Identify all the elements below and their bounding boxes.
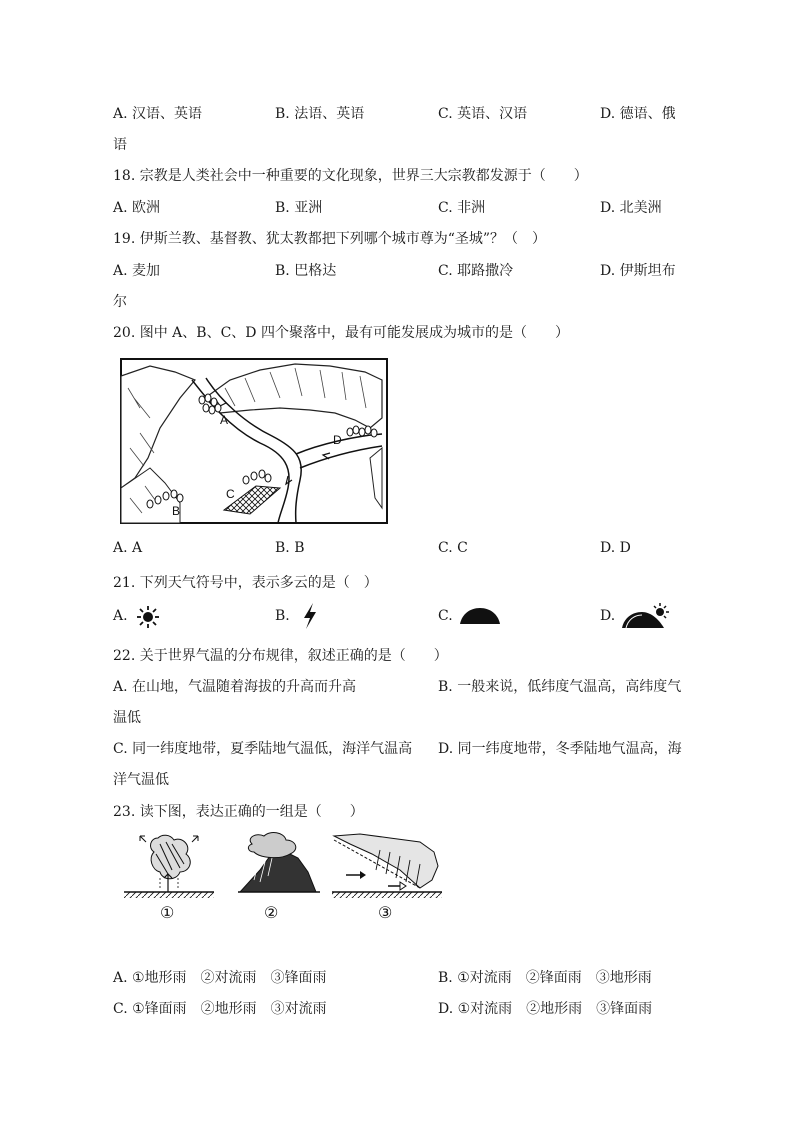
q19-option-a: A. 麦加 <box>113 263 161 279</box>
q20-option-b: B. B <box>275 540 305 556</box>
q17-option-a: A. 汉语、英语 <box>113 106 203 122</box>
settlement-map <box>120 358 388 524</box>
q22-stem: 22. 关于世界气温的分布规律，叙述正确的是（ ） <box>113 648 448 664</box>
figure-label-1: ① <box>160 903 175 922</box>
cloud-icon <box>458 604 502 626</box>
q19-option-d: D. 伊斯坦布 <box>600 263 676 279</box>
q20-option-a: A. A <box>113 540 143 556</box>
rain-type-figure <box>120 830 450 925</box>
figure-label-2: ② <box>264 903 279 922</box>
q23-stem: 23. 读下图，表达正确的一组是（ ） <box>113 804 364 820</box>
cloud-sun-icon <box>620 602 672 630</box>
q23-option-c: C. ①锋面雨 ②地形雨 ③对流雨 <box>113 1001 327 1017</box>
map-label-c: C <box>226 487 235 501</box>
figure-label-3: ③ <box>378 903 393 922</box>
q19-stem: 19. 伊斯兰教、基督教、犹太教都把下列哪个城市尊为“圣城”？（ ） <box>113 231 547 247</box>
q21-option-a: A. <box>113 608 128 624</box>
q18-option-b: B. 亚洲 <box>275 200 323 216</box>
q19-option-c: C. 耶路撒冷 <box>438 263 514 279</box>
q22-option-a: A. 在山地，气温随着海拔的升高而升高 <box>113 679 357 695</box>
q18-option-a: A. 欧洲 <box>113 200 161 216</box>
q17-option-b: B. 法语、英语 <box>275 106 365 122</box>
q21-stem: 21. 下列天气符号中，表示多云的是（ ） <box>113 575 378 591</box>
q21-option-c: C. <box>438 608 453 624</box>
q18-stem: 18. 宗教是人类社会中一种重要的文化现象，世界三大宗教都发源于（ ） <box>113 168 588 184</box>
q22-option-b-wrap: 温低 <box>113 710 141 726</box>
map-label-d: D <box>333 433 342 447</box>
q18-option-d: D. 北美洲 <box>600 200 662 216</box>
q23-option-d: D. ①对流雨 ②地形雨 ③锋面雨 <box>438 1001 653 1017</box>
q22-option-b: B. 一般来说，低纬度气温高，高纬度气 <box>438 679 682 695</box>
q19-option-b: B. 巴格达 <box>275 263 337 279</box>
q22-option-d-wrap: 洋气温低 <box>113 772 169 788</box>
q21-option-d: D. <box>600 608 616 624</box>
q23-option-a: A. ①地形雨 ②对流雨 ③锋面雨 <box>113 970 327 986</box>
q19-option-d-wrap: 尔 <box>113 294 127 310</box>
q21-option-b: B. <box>275 608 290 624</box>
sun-icon <box>136 605 160 629</box>
q22-option-d: D. 同一纬度地带，冬季陆地气温高，海 <box>438 741 682 757</box>
q18-option-c: C. 非洲 <box>438 200 486 216</box>
map-label-a: A <box>220 413 229 427</box>
lightning-icon <box>300 602 320 630</box>
q20-option-c: C. C <box>438 540 468 556</box>
q23-option-b: B. ①对流雨 ②锋面雨 ③地形雨 <box>438 970 652 986</box>
q22-option-c: C. 同一纬度地带，夏季陆地气温低，海洋气温高 <box>113 741 413 757</box>
q17-option-d: D. 德语、俄 <box>600 106 676 122</box>
q20-option-d: D. D <box>600 540 631 556</box>
map-label-b: B <box>172 504 181 518</box>
q17-option-c: C. 英语、汉语 <box>438 106 528 122</box>
q20-stem: 20. 图中 A、B、C、D 四个聚落中，最有可能发展成为城市的是（ ） <box>113 325 569 341</box>
q17-option-d-wrap: 语 <box>113 137 127 153</box>
